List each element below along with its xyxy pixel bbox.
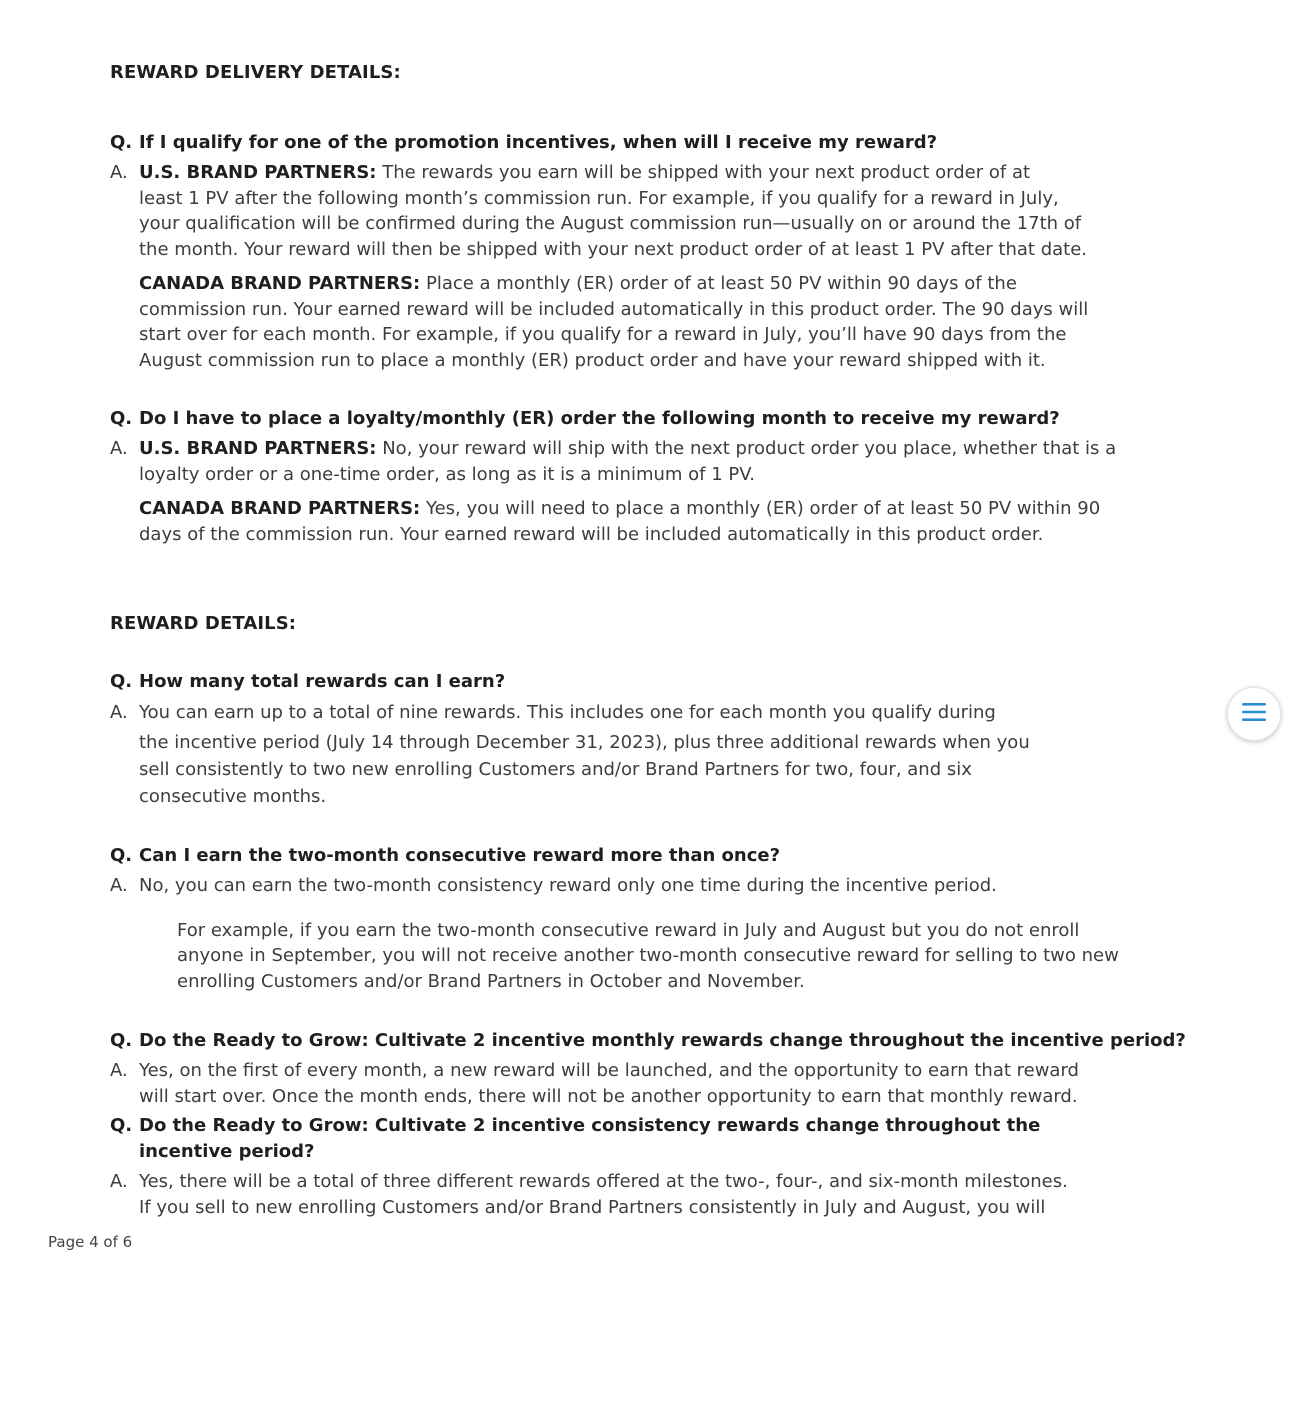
answer-line: consecutive months. — [139, 786, 327, 807]
answer-line: Yes, you will need to place a monthly (ER) order of at least 50 PV within 90 — [420, 498, 1101, 519]
question-text: If I qualify for one of the promotion incentives, when will I receive my reward? — [139, 132, 938, 153]
question-marker: Q. — [110, 132, 133, 153]
section-title: REWARD DETAILS: — [110, 613, 297, 634]
answer-line: Place a monthly (ER) order of at least 50 PV within 90 days of the — [420, 273, 1017, 294]
answer-line: start over for each month. For example, if you qualify for a reward in July, you’ll have 90 days from the — [139, 324, 1067, 345]
answer-marker: A. — [110, 1171, 128, 1192]
question — [110, 669, 1190, 695]
label-canada-brand-partners: CANADA BRAND PARTNERS: — [139, 273, 421, 294]
answer — [110, 873, 1190, 899]
document-page — [110, 62, 1190, 1220]
answer — [110, 699, 1190, 810]
answer-canada — [110, 271, 1190, 373]
question-text: Do the Ready to Grow: Cultivate 2 incentive consistency rewards change throughout the — [139, 1115, 1041, 1136]
answer-line: will start over. Once the month ends, there will not be another opportunity to earn that monthly reward. — [139, 1085, 1078, 1107]
answer-line: the incentive period (July 14 through December 31, 2023), plus three additional rewards when you — [139, 732, 1030, 753]
answer-line: Yes, there will be a total of three different rewards offered at the two-, four-, and six-month milestones. — [139, 1171, 1068, 1192]
answer-line: No, your reward will ship with the next product order you place, whether that is a — [376, 438, 1117, 459]
answer-line: loyalty order or a one-time order, as long as it is a minimum of 1 PV. — [139, 463, 755, 485]
answer-marker: A. — [110, 1060, 128, 1081]
section-title: REWARD DELIVERY DETAILS: — [110, 62, 401, 83]
example-line: For example, if you earn the two-month consecutive reward in July and August but you do not enroll — [177, 919, 1080, 941]
hamburger-menu-icon — [1240, 700, 1268, 728]
example-line: enrolling Customers and/or Brand Partners in October and November. — [177, 970, 805, 992]
example-note — [110, 918, 1190, 995]
answer-line: No, you can earn the two-month consistency reward only one time during the incentive period. — [139, 875, 997, 896]
question-marker: Q. — [110, 845, 133, 866]
question-marker: Q. — [110, 671, 133, 692]
answer-line: Yes, on the first of every month, a new reward will be launched, and the opportunity to earn that reward — [139, 1060, 1079, 1081]
example-line: anyone in September, you will not receive another two-month consecutive reward for selling to two new — [177, 945, 1119, 966]
question — [110, 843, 1190, 869]
menu-button[interactable] — [1227, 687, 1281, 741]
answer — [110, 160, 1190, 262]
question-text: Do I have to place a loyalty/monthly (ER) order the following month to receive my reward? — [139, 408, 1060, 429]
answer-line: sell consistently to two new enrolling Customers and/or Brand Partners for two, four, and six — [139, 759, 972, 780]
question-text: How many total rewards can I earn? — [139, 671, 506, 692]
answer-marker: A. — [110, 162, 128, 183]
answer-marker: A. — [110, 875, 128, 896]
label-us-brand-partners: U.S. BRAND PARTNERS: — [139, 438, 377, 459]
answer-line: the month. Your reward will then be shipped with your next product order of at least 1 PV after that date. — [139, 238, 1088, 260]
question-marker: Q. — [110, 1030, 133, 1051]
answer-marker: A. — [110, 702, 128, 723]
label-canada-brand-partners: CANADA BRAND PARTNERS: — [139, 498, 421, 519]
question-text: Do the Ready to Grow: Cultivate 2 incentive monthly rewards change throughout the incentive period? — [139, 1030, 1186, 1051]
question-marker: Q. — [110, 408, 133, 429]
answer — [110, 436, 1190, 487]
answer-line: days of the commission run. Your earned reward will be included automatically in this product order. — [139, 523, 1044, 545]
answer-line: commission run. Your earned reward will be included automatically in this product order. The 90 days will — [139, 298, 1089, 320]
label-us-brand-partners: U.S. BRAND PARTNERS: — [139, 162, 377, 183]
page-number: Page 4 of 6 — [48, 1233, 133, 1251]
question — [110, 1028, 1190, 1054]
question — [110, 1113, 1190, 1165]
question-marker: Q. — [110, 1115, 133, 1136]
question-text: incentive period? — [139, 1141, 315, 1162]
answer-line: You can earn up to a total of nine rewards. This includes one for each month you qualify during — [139, 702, 996, 723]
answer-canada — [110, 496, 1190, 547]
answer-line: least 1 PV after the following month’s commission run. For example, if you qualify for a reward in July, — [139, 187, 1059, 209]
answer-line: The rewards you earn will be shipped with your next product order of at — [376, 162, 1031, 183]
answer — [110, 1058, 1190, 1109]
answer-line: your qualification will be confirmed during the August commission run—usually on or around the 17th of — [139, 213, 1082, 234]
answer — [110, 1169, 1190, 1220]
answer-line: August commission run to place a monthly (ER) product order and have your reward shipped with it. — [139, 349, 1046, 371]
question — [110, 130, 1190, 156]
answer-marker: A. — [110, 438, 128, 459]
question-text: Can I earn the two-month consecutive reward more than once? — [139, 845, 781, 866]
answer-line: If you sell to new enrolling Customers and/or Brand Partners consistently in July and August, you will — [139, 1196, 1046, 1218]
question — [110, 406, 1190, 432]
